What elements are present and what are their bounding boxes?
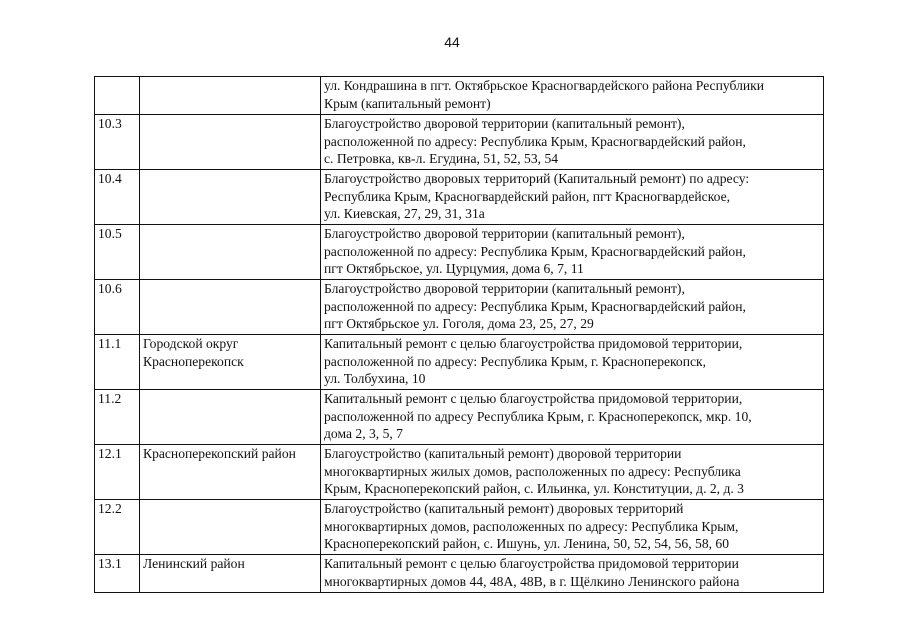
region-cell: [140, 115, 321, 170]
table-row: [95, 555, 824, 593]
table-row: [95, 445, 824, 500]
region-cell: Ленинский район: [140, 555, 321, 593]
region-cell: [140, 77, 321, 115]
description-line: многоквартирных домов, расположенных по адресу: Республика Крым,: [324, 518, 739, 534]
table-row: [95, 335, 824, 390]
table-row: [95, 77, 824, 115]
region-cell: [140, 170, 321, 225]
description-line: дома 2, 3, 5, 7: [324, 426, 403, 441]
row-number: 11.2: [95, 390, 140, 445]
region-cell: [140, 225, 321, 280]
description-line: Крым, Красноперекопский район, с. Ильинка, ул. Конституции, д. 2, д. 3: [324, 481, 744, 496]
region-cell: [140, 390, 321, 445]
page-number: 44: [444, 34, 460, 50]
description-line: пгт Октябрьское ул. Гоголя, дома 23, 25, 27, 29: [324, 316, 594, 331]
description-line: Капитальный ремонт с целью благоустройства придомовой территории,: [324, 391, 743, 406]
table-row: [95, 500, 824, 555]
description-line: многоквартирных домов 44, 48А, 48В, в г. Щёлкино Ленинского района: [324, 573, 740, 589]
table-row: [95, 170, 824, 225]
region-cell: [140, 280, 321, 335]
table-row: [95, 280, 824, 335]
description-cell: [321, 390, 824, 445]
description-line: Благоустройство дворовой территории (капитальный ремонт),: [324, 281, 685, 296]
description-cell: [321, 115, 824, 170]
region-cell: Красноперекопский район: [140, 445, 321, 500]
description-line: многоквартирных жилых домов, расположенных по адресу: Республика: [324, 463, 741, 479]
region-cell: [140, 500, 321, 555]
row-number: 12.2: [95, 500, 140, 555]
description-line: расположенной по адресу Республика Крым, г. Красноперекопск, мкр. 10,: [324, 408, 752, 424]
description-cell: [321, 225, 824, 280]
description-line: Благоустройство (капитальный ремонт) дворовой территории: [324, 446, 682, 461]
description-line: Красноперекопский район, с. Ишунь, ул. Ленина, 50, 52, 54, 56, 58, 60: [324, 536, 730, 551]
description-cell: [321, 500, 824, 555]
row-number: 10.5: [95, 225, 140, 280]
row-number: 10.3: [95, 115, 140, 170]
region-cell: Городской округ Красноперекопск: [140, 335, 321, 390]
description-cell: [321, 170, 824, 225]
description-line: Благоустройство дворовых территорий (Капитальный ремонт) по адресу:: [324, 171, 750, 186]
row-number: [95, 77, 140, 115]
description-line: расположенной по адресу: Республика Крым, Красногвардейский район,: [324, 298, 746, 314]
description-line: Благоустройство дворовой территории (капитальный ремонт),: [324, 226, 685, 241]
row-number: 10.6: [95, 280, 140, 335]
description-line: расположенной по адресу: Республика Крым, г. Красноперекопск,: [324, 353, 707, 369]
description-line: Благоустройство дворовой территории (капитальный ремонт),: [324, 116, 685, 131]
table-row: [95, 225, 824, 280]
table-row: [95, 390, 824, 445]
description-line: расположенной по адресу: Республика Крым, Красногвардейский район,: [324, 133, 746, 149]
description-line: Капитальный ремонт с целью благоустройства придомовой территории,: [324, 336, 743, 351]
description-cell: [321, 280, 824, 335]
description-line: Благоустройство (капитальный ремонт) дворовых территорий: [324, 501, 684, 516]
description-line: ул. Кондрашина в пгт. Октябрьское Красногвардейского района Республики: [324, 78, 765, 93]
row-number: 13.1: [95, 555, 140, 593]
row-number: 11.1: [95, 335, 140, 390]
description-line: Республика Крым, Красногвардейский район, пгт Красногвардейское,: [324, 188, 731, 204]
description-line: ул. Киевская, 27, 29, 31, 31а: [324, 206, 485, 221]
row-number: 10.4: [95, 170, 140, 225]
description-line: пгт Октябрьское, ул. Цурцумия, дома 6, 7, 11: [324, 261, 584, 276]
table-row: [95, 115, 824, 170]
description-line: с. Петровка, кв-л. Егудина, 51, 52, 53, 54: [324, 151, 559, 166]
description-cell: [321, 555, 824, 593]
description-cell: [321, 335, 824, 390]
description-line: Капитальный ремонт с целью благоустройства придомовой территории: [324, 556, 739, 571]
description-cell: [321, 77, 824, 115]
program-table: [94, 76, 824, 593]
description-line: расположенной по адресу: Республика Крым, Красногвардейский район,: [324, 243, 746, 259]
row-number: 12.1: [95, 445, 140, 500]
description-line: Крым (капитальный ремонт): [324, 95, 491, 111]
description-cell: [321, 445, 824, 500]
description-line: ул. Толбухина, 10: [324, 371, 426, 386]
